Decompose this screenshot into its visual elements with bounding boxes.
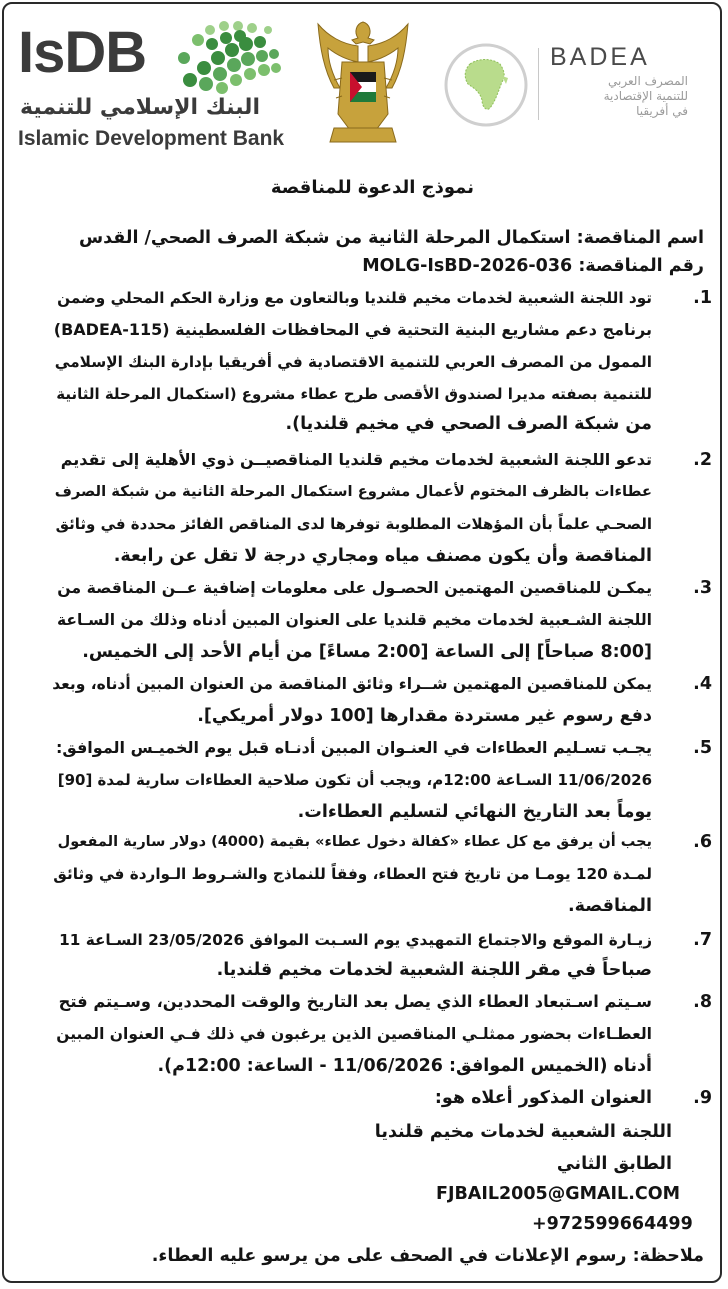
item-line: اللجنة الشـعبية لخدمات مخيم قلنديا على العنوان المبين أدناه وذلك من السـاعة bbox=[57, 611, 652, 629]
item-line: دفع رسوم غير مستردة مقدارها [100 دولار أمريكي]. bbox=[197, 706, 652, 726]
tender-name: اسم المناقصة: استكمال المرحلة الثانية من شبكة الصرف الصحي/ القدس bbox=[79, 228, 704, 248]
isdb-logo bbox=[18, 16, 288, 151]
item-number: .9 bbox=[693, 1088, 712, 1108]
africa-globe-icon bbox=[440, 42, 532, 128]
badea-arabic-name-line: المصرف العربي bbox=[608, 74, 688, 88]
item-number: .6 bbox=[693, 832, 712, 852]
item-line: زيـارة الموقع والاجتماع التمهيدي يوم السـبت الموافق 23/05/2026 السـاعة 11 bbox=[59, 931, 652, 949]
address-committee: اللجنة الشعبية لخدمات مخيم قلنديا bbox=[374, 1122, 672, 1142]
item-line: 11/06/2026 السـاعة 12:00م، ويجب أن تكون صلاحية العطاءات سارية لمدة [90] bbox=[57, 771, 652, 789]
palestine-eagle-emblem-icon bbox=[312, 18, 414, 150]
item-line: المناقصة. bbox=[568, 896, 652, 916]
item-number: .4 bbox=[693, 674, 712, 694]
item-line: العنوان المذكور أعلاه هو: bbox=[434, 1088, 652, 1108]
item-line: برنامج دعم مشاريع البنية التحتية في المحافظات الفلسطينية (BADEA-115) bbox=[53, 320, 652, 339]
item-line: صباحاً في مقر اللجنة الشعبية لخدمات مخيم قلنديا. bbox=[216, 960, 652, 980]
item-line: المناقصة وأن يكون مصنف مياه ومجاري درجة لا تقل عن رابعة. bbox=[113, 546, 652, 566]
item-number: .2 bbox=[693, 450, 712, 470]
item-line: يمكـن للمناقصين المهتمين الحصـول على معلومات إضافية عــن المناقصة من bbox=[57, 578, 652, 597]
badea-arabic-name-line: في أفريقيا bbox=[636, 104, 688, 118]
page-title: نموذج الدعوة للمناقصة bbox=[270, 177, 474, 198]
footer-note: ملاحظة: رسوم الإعلانات في الصحف على من يرسو عليه العطاء. bbox=[151, 1246, 704, 1266]
isdb-globe-icon bbox=[160, 18, 285, 98]
item-line: الصحـي علماً بأن المؤهلات المطلوبة توفرها لدى المناقص الفائز محددة في وثائق bbox=[55, 515, 652, 533]
address-email: FJBAIL2005@GMAIL.COM bbox=[436, 1184, 680, 1204]
item-line: يجـب تسـليم العطاءات في العنـوان المبين أدنـاه قبل يوم الخميـس الموافق: bbox=[56, 738, 652, 757]
item-line: [8:00 صباحاً] إلى الساعة [2:00 مساءً] من أيام الأحد إلى الخميس. bbox=[82, 642, 652, 662]
logo-header bbox=[0, 0, 724, 165]
badea-arabic-name bbox=[548, 74, 688, 119]
item-line: يجب أن يرفق مع كل عطاء «كفالة دخول عطاء» بقيمة (4000) دولار سارية المفعول bbox=[57, 834, 652, 850]
item-number: .3 bbox=[693, 578, 712, 598]
item-number: .7 bbox=[693, 930, 712, 950]
item-line: الممول من المصرف العربي للتنمية الاقتصادية في أفريقيا بإدارة البنك الإسلامي bbox=[54, 353, 652, 371]
item-line: يمكن للمناقصين المهتمين شــراء وثائق المناقصة من العنوان المبين أدناه، وبعد bbox=[52, 675, 652, 693]
item-line: تود اللجنة الشعبية لخدمات مخيم قلنديا وبالتعاون مع وزارة الحكم المحلي وضمن bbox=[57, 289, 652, 307]
badea-divider bbox=[538, 48, 539, 120]
isdb-english-name: Islamic Development Bank bbox=[18, 127, 285, 150]
item-number: .8 bbox=[693, 992, 712, 1012]
item-line: للتنمية بصفته مديرا لصندوق الأقصى طرح عطاء مشروع (استكمال المرحلة الثانية bbox=[56, 385, 652, 403]
item-line: سـيتم اسـتبعاد العطاء الذي يصل بعد التاريخ والوقت المحددين، وسـيتم فتح bbox=[58, 992, 652, 1011]
badea-logo-mark: BADEA bbox=[550, 43, 650, 71]
address-phone: +972599664499 bbox=[532, 1214, 693, 1234]
isdb-logo-mark: IsDB bbox=[18, 20, 147, 85]
item-line: عطاءات بالظرف المختوم لأعمال مشروع استكمال المرحلة الثانية من شبكة الصرف bbox=[54, 483, 652, 500]
tender-number bbox=[362, 254, 704, 278]
item-line: تدعو اللجنة الشعبية لخدمات مخيم قلنديا المناقصيــن ذوي الأهلية إلى تقديم bbox=[60, 450, 652, 469]
item-line: من شبكة الصرف الصحي في مخيم قلنديا). bbox=[285, 414, 652, 434]
tender-number-value: MOLG-IsBD-2026-036 bbox=[362, 256, 573, 276]
address-floor: الطابق الثاني bbox=[556, 1154, 672, 1174]
item-line: يوماً بعد التاريخ النهائي لتسليم العطاءات. bbox=[297, 802, 652, 822]
badea-arabic-name-line: للتنمية الإقتصادية bbox=[603, 89, 688, 103]
item-number: .1 bbox=[693, 288, 712, 308]
item-line: أدناه (الخميس الموافق: 11/06/2026 - الساعة: 12:00م). bbox=[157, 1056, 652, 1076]
item-line: لمـدة 120 يومـا من تاريخ فتح العطاء، وفقاً للنماذج والشـروط الـواردة في وثائق bbox=[53, 865, 652, 883]
item-number: .5 bbox=[693, 738, 712, 758]
isdb-arabic-name: البنك الإسلامي للتنمية bbox=[20, 95, 260, 120]
tender-number-label: رقم المناقصة: bbox=[578, 256, 704, 276]
item-line: العطـاءات بحضور ممثلـي المناقصين الذين يرغبون في ذلك فـي العنوان المبين bbox=[56, 1025, 652, 1043]
